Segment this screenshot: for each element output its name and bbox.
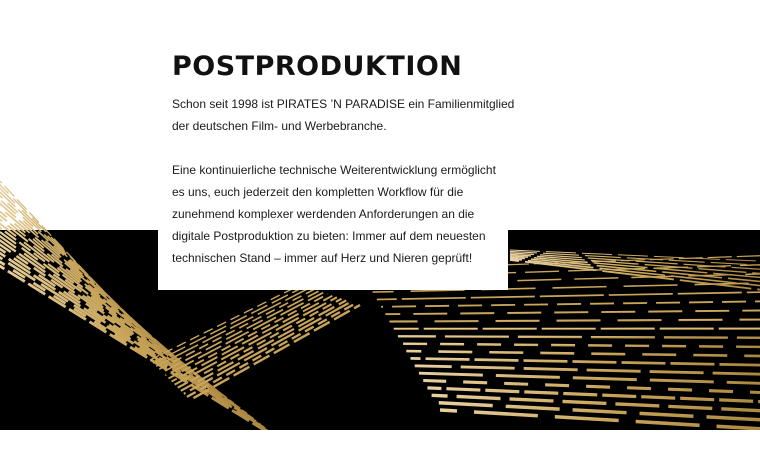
gold-line-stroke <box>510 260 760 292</box>
gold-line-stroke <box>381 301 760 307</box>
gold-line-stroke <box>385 310 760 314</box>
gold-line-stroke <box>0 165 147 335</box>
gold-line-stroke <box>190 305 360 400</box>
gold-line-stroke <box>406 351 760 356</box>
bottom-margin <box>0 430 760 456</box>
gold-line-stroke <box>402 344 760 347</box>
body-line: technischen Stand – immer auf Herz und Nieren geprüft! <box>172 251 473 265</box>
body-line: zunehmend komplexer werdenden Anforderungen an die <box>172 207 475 221</box>
gold-line-stroke <box>390 320 760 322</box>
intro-paragraph <box>172 93 515 137</box>
body-line: digitale Postproduktion zu bieten: Immer auf dem neuesten <box>172 229 486 243</box>
gold-line-stroke <box>411 358 760 365</box>
text-card <box>158 0 515 290</box>
page-title: POSTPRODUKTION <box>172 51 463 82</box>
body-paragraph <box>172 159 512 269</box>
gold-line-stroke <box>159 290 314 370</box>
gold-line-stroke <box>377 292 760 300</box>
gold-line-stroke <box>0 160 140 330</box>
gold-line-stroke <box>162 291 318 372</box>
gold-line-stroke <box>398 336 760 338</box>
body-line: es uns, euch jederzeit den kompletten Workflow für die <box>172 185 464 199</box>
body-line: Eine kontinuierliche technische Weiterentwicklung ermöglicht <box>172 163 496 177</box>
intro-line: der deutschen Film- und Werbebranche. <box>172 119 387 133</box>
gold-line-stroke <box>178 299 342 388</box>
intro-line: Schon seit 1998 ist PIRATES ’N PARADISE ein Familienmitglied <box>172 97 515 111</box>
